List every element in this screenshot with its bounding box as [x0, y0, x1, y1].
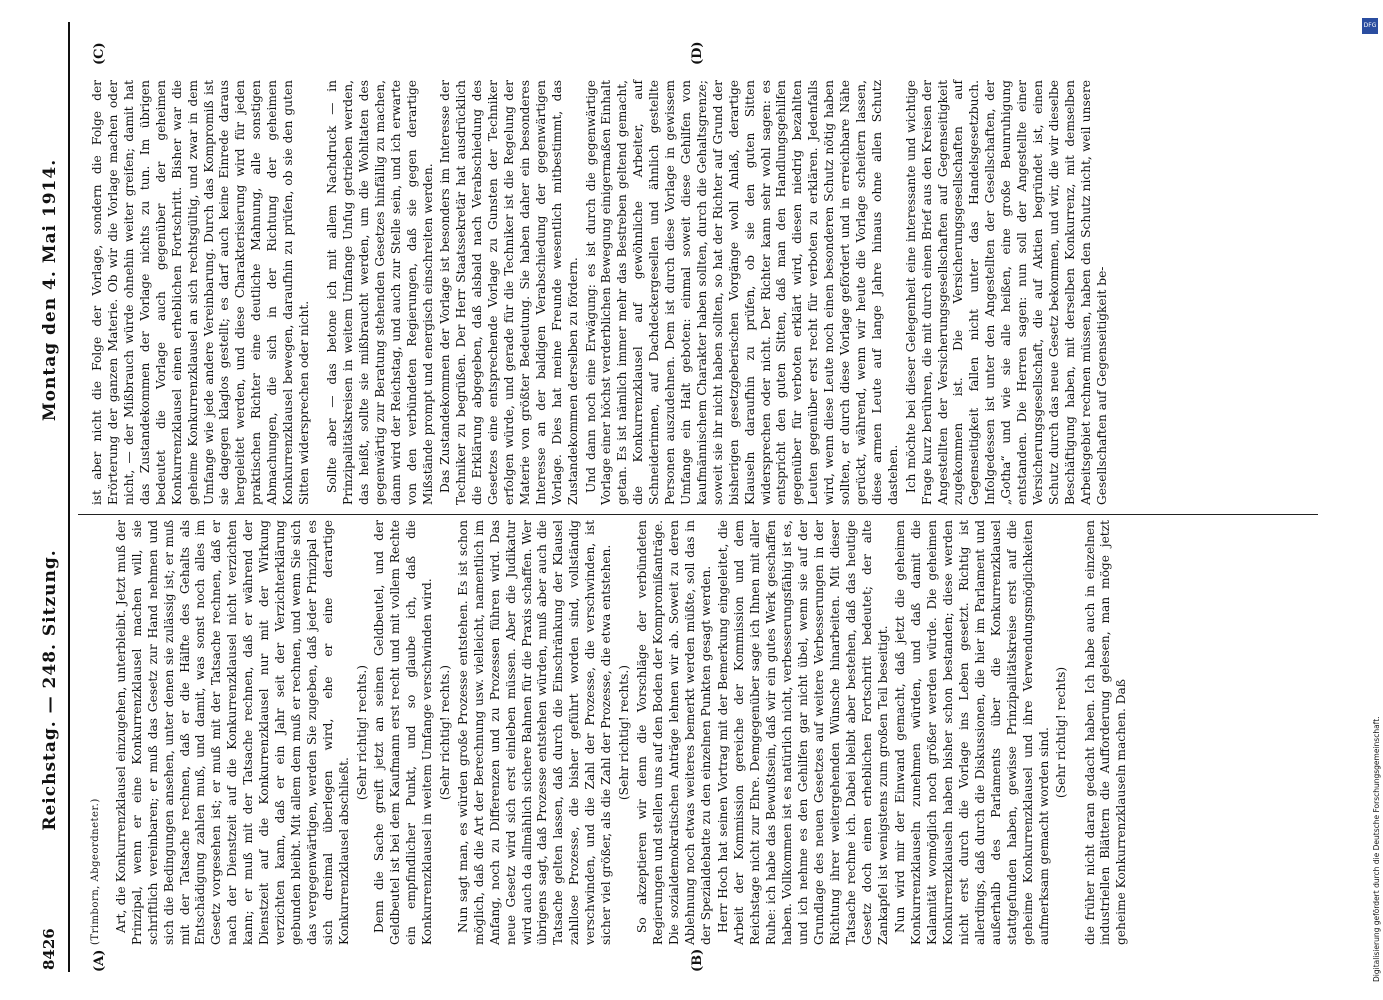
margin-marker-b: (B)	[690, 948, 705, 972]
paragraph: Denn die Sache greift jetzt an seinen Geldbeutel, und der Geldbeutel ist bei dem Kaufmann erst recht und mit vollem Rechte ein empfindlicher Punkt, und so glaube ich, daß die Konkurrenzklausel in weitem Umfange verschwinden wird.	[372, 520, 435, 945]
header-rule	[68, 22, 70, 972]
paragraph: Sollte aber — das betone ich mit allem Nachdruck — in Prinzipalitätskreisen in weitem Umfange Unfug getrieben werden, das heißt, sollte sie mißbraucht werden, um die Wohltaten des gegenwärtig zur Beratung stehenden Gesetzes hinfällig zu machen, dann wird der Reichstag, und auch zur Stelle sein, und ich erwarte von den verbündeten Regierungen, daß sie gegen derartige Mißstände prompt und energisch einschreiten werden.	[325, 80, 435, 505]
paragraph: die früher nicht daran gedacht haben. Ich habe auch in einzelnen industriellen Blättern die Aufforderung gelesen, man möge jetzt geheime Konkurrenzklauseln machen. Daß	[1082, 520, 1129, 945]
header-left-title: Reichstag. — 248. Sitzung.	[40, 549, 60, 831]
column-separator	[78, 514, 1318, 515]
right-column	[78, 80, 1112, 505]
paragraph: ist aber nicht die Folge der Vorlage, sondern die Folge der Erörterung der ganzen Materie. Ob wir die Vorlage machen oder nicht, — der Mißbrauch würde ohnehin weiter greifen; damit hat das Zustandekommen der Vorlage nichts zu tun. Im übrigen bedeutet die Vorlage auch gegenüber der geheimen Konkurrenzklausel einen erheblichen Fortschritt. Bisher war die geheime Konkurrenzklausel an sich rechtsgültig, und zwar in dem Umfange wie jede andere Vereinbarung. Durch das Kompromiß ist sie dagegen klaglos gestellt; es darf auch keine Einrede daraus hergeleitet werden, und diese Charakterisierung wird für jeden praktischen Richter eine deutliche Mahnung, alle sonstigen Abmachungen, die sich in der Richtung der geheimen Konkurrenzklausel bewegen, daraufhin zu prüfen, ob sie den guten Sitten widersprechen oder nicht.	[90, 80, 311, 505]
page-number: 8426	[40, 928, 58, 970]
margin-marker-c: (C)	[92, 42, 107, 65]
paragraph: Ich möchte bei dieser Gelegenheit eine interessante und wichtige Frage kurz berühren, die mit durch einen Brief aus den Kreisen der Angestellten der Versicherungsgesellschaften auf Gegenseitigkeit zugekommen ist. Die Versicherungsgesellschaften auf Gegenseitigkeit fallen nicht unter das Handelsgesetzbuch. Infolgedessen ist unter den Angestellten der Gesellschaften, der „Gotha“ und wie sie alle heißen, eine große Beunruhigung entstanden. Die Herren sagen: nun soll der Angestellte einer Versicherungsgesellschaft, die auf Aktien begründet ist, einen Schutz durch das neue Gesetz bekommen, und wir, die wir dieselbe Beschäftigung haben, mit derselben Konkurrenz, mit demselben Arbeitsgebiet rechnen müssen, haben den Schutz nicht, weil unsere Gesellschaften auf Gegenseitigkeit be-	[903, 80, 1109, 505]
paragraph: Nun sagt man, es würden große Prozesse entstehen. Es ist schon möglich, daß die Art der Berechnung usw. vielleicht, namentlich im Anfang, noch zu Differenzen und zu Prozessen führen wird. Das neue Gesetz wird sich erst einleben müssen. Aber die Judikatur wird auch da allmählich sichere Bahnen für die Praxis schaffen. Wer übrigens sagt, daß Prozesse entstehen würden, muß aber auch die Tatsache gelten lassen, daß durch die Einschränkung der Klausel zahllose Prozesse, die bisher geführt worden sind, vollständig verschwinden, und die Zahl der Prozesse, die verschwinden, ist sicher viel größer, als die Zahl der Prozesse, die etwa entstehen.	[455, 520, 614, 945]
header-right-title: Montag den 4. Mai 1914.	[40, 158, 60, 422]
paragraph: Und dann noch eine Erwägung: es ist durch die gegenwärtige Vorlage einer höchst verderblichen Bewegung einigermaßen Einhalt getan. Es ist nämlich immer mehr das Bestreben geltend gemacht, die Konkurrenzklausel auf gewöhnliche Arbeiter, auf Schneiderinnen, auf Dachdeckergesellen und ähnlich gestellte Personen auszudehnen. Dem ist durch diese Vorlage in gewissem Umfange ein Halt geboten: einmal soweit diese Gehilfen von kaufmännischem Charakter haben sollten, durch die Gehaltsgrenze; soweit sie ihr nicht haben sollten, so hat der Richter auf Grund der bisherigen gesetzgeberischen Vorgänge wohl Anlaß, derartige Klauseln daraufhin zu prüfen, ob sie den guten Sitten widersprechen oder nicht. Der Richter kann sehr wohl sagen: es entspricht den guten Sitten, daß man den Handlungsgehilfen gegenüber für verboten erklärt wird, diesen niedrig bezahlten Leuten gegenüber erst recht für verboten zu erklären. Jedenfalls wird, wenn diese Leute noch einen besonderen Schutz nötig haben sollten, er durch diese Vorlage gefördert und in erreichbare Nähe gerückt, während, wenn wir heute die Vorlage scheitern lassen, diese armen Leute auf lange Jahre hinaus ohne allen Schutz dastehen.	[583, 80, 900, 505]
paragraph: Art, die Konkurrenzklausel einzugehen, unterbleibt. Jetzt muß der Prinzipal, wenn er eine Konkurrenzklausel machen will, sie schriftlich vereinbaren; er muß das Gesetz zur Hand nehmen und sich die Bedingungen ansehen, unter denen sie zulässig ist; er muß mit der Tatsache rechnen, daß er die Hälfte des Gehalts als Entschädigung zahlen muß, und damit, was sonst noch alles im Gesetz vorgesehen ist; er muß mit der Tatsache rechnen, daß er nach der Dienstzeit auf die Konkurrenzklausel nicht verzichten kann; er muß mit der Tatsache rechnen, daß er während der Dienstzeit auf die Konkurrenzklausel nur mit der Wirkung verzichten kann, daß er ein Jahr seit der Verzichterklärung gebunden bleibt. Mit allem dem muß er rechnen, und wenn Sie sich das vergegenwärtigen, werden Sie zugeben, daß jeder Prinzipal es sich dreimal überlegen wird, ehe er eine derartige Konkurrenzklausel abschließt.	[113, 520, 351, 945]
paragraph: So akzeptieren wir denn die Vorschläge der verbündeten Regierungen und stellen uns auf den Boden der Kompromißanträge. Die sozialdemokratischen Anträge lehnen wir ab. Soweit zu deren Ablehnung noch etwas weiteres bemerkt werden müßte, soll das in der Spezialdebatte zu den einzelnen Punkten gesagt werden.	[634, 520, 713, 945]
dfg-logo: DFG	[1362, 18, 1378, 34]
left-column	[78, 520, 1142, 945]
paragraph: Nun wird mir der Einwand gemacht, daß jetzt die geheimen Konkurrenzklauseln zunehmen würden, und daß damit die Kalamität womöglich noch größer werden würde. Die geheimen Konkurrenzklauseln haben bisher schon bestanden; diese werden nicht erst durch die Vorlage ins Leben gesetzt. Richtig ist allerdings, daß durch die Diskussionen, die hier im Parlament und außerhalb des Parlaments über die Konkurrenzklausel stattgefunden haben, gewisse Prinzipalitätskreise erst auf die geheime Konkurrenzklausel und ihre Verwendungsmöglichkeiten aufmerksam gemacht worden sind.	[893, 520, 1051, 945]
paragraph: Das Zustandekommen der Vorlage ist besonders im Interesse der Techniker zu begrüßen. Der Herr Staatssekretär hat ausdrücklich die Erklärung abgegeben, daß alsbald nach Verabschiedung des Gesetzes eine entsprechende Vorlage zu Gunsten der Techniker erfolgen würde, und gerade für die Techniker ist die Regelung der Materie von größter Bedeutung. Sie haben daher ein besonderes Interesse an der baldigen Verabschiedung der gegenwärtigen Vorlage. Dies hat meine Freunde wesentlich mitbestimmt, das Zustandekommen derselben zu fördern.	[438, 80, 580, 505]
page-header	[40, 0, 64, 1000]
interjection: (Sehr richtig! rechts.)	[354, 664, 369, 801]
margin-marker-a: (A)	[92, 949, 107, 972]
paragraph: Herr Hoch hat seinen Vortrag mit der Bemerkung eingeleitet, die Arbeit der Kommission gereiche der Kommission und dem Reichstage nicht zur Ehre. Demgegenüber sage ich Ihnen mit aller Ruhe: ich habe das Bewußtsein, daß wir ein gutes Werk geschaffen haben. Vollkommen ist es natürlich nicht, verbesserungsfähig ist es, und ich nehme es den Gehilfen gar nicht übel, wenn sie auf der Grundlage des neuen Gesetzes auf weitere Verbesserungen in der Richtung ihrer weitergehenden Wünsche hinarbeiten. Mit dieser Tatsache rechne ich. Dabei bleibt aber bestehen, daß das heutige Gesetz doch einen erheblichen Fortschritt bedeutet; der alte Zankapfel ist wenigstens zum großen Teil beseitigt.	[716, 520, 890, 945]
interjection: (Sehr richtig! rechts.)	[617, 664, 631, 801]
digitization-credit: Digitalisierung gefördert durch die Deutsche Forschungsgemeinschaft.	[1372, 716, 1381, 982]
margin-marker-d: (D)	[690, 41, 705, 65]
speaker-label: (Trimborn, Abgeordneter.)	[90, 798, 101, 945]
interjection: (Sehr richtig! rechts.)	[438, 664, 453, 801]
interjection: (Sehr richtig! rechts)	[1054, 666, 1069, 799]
